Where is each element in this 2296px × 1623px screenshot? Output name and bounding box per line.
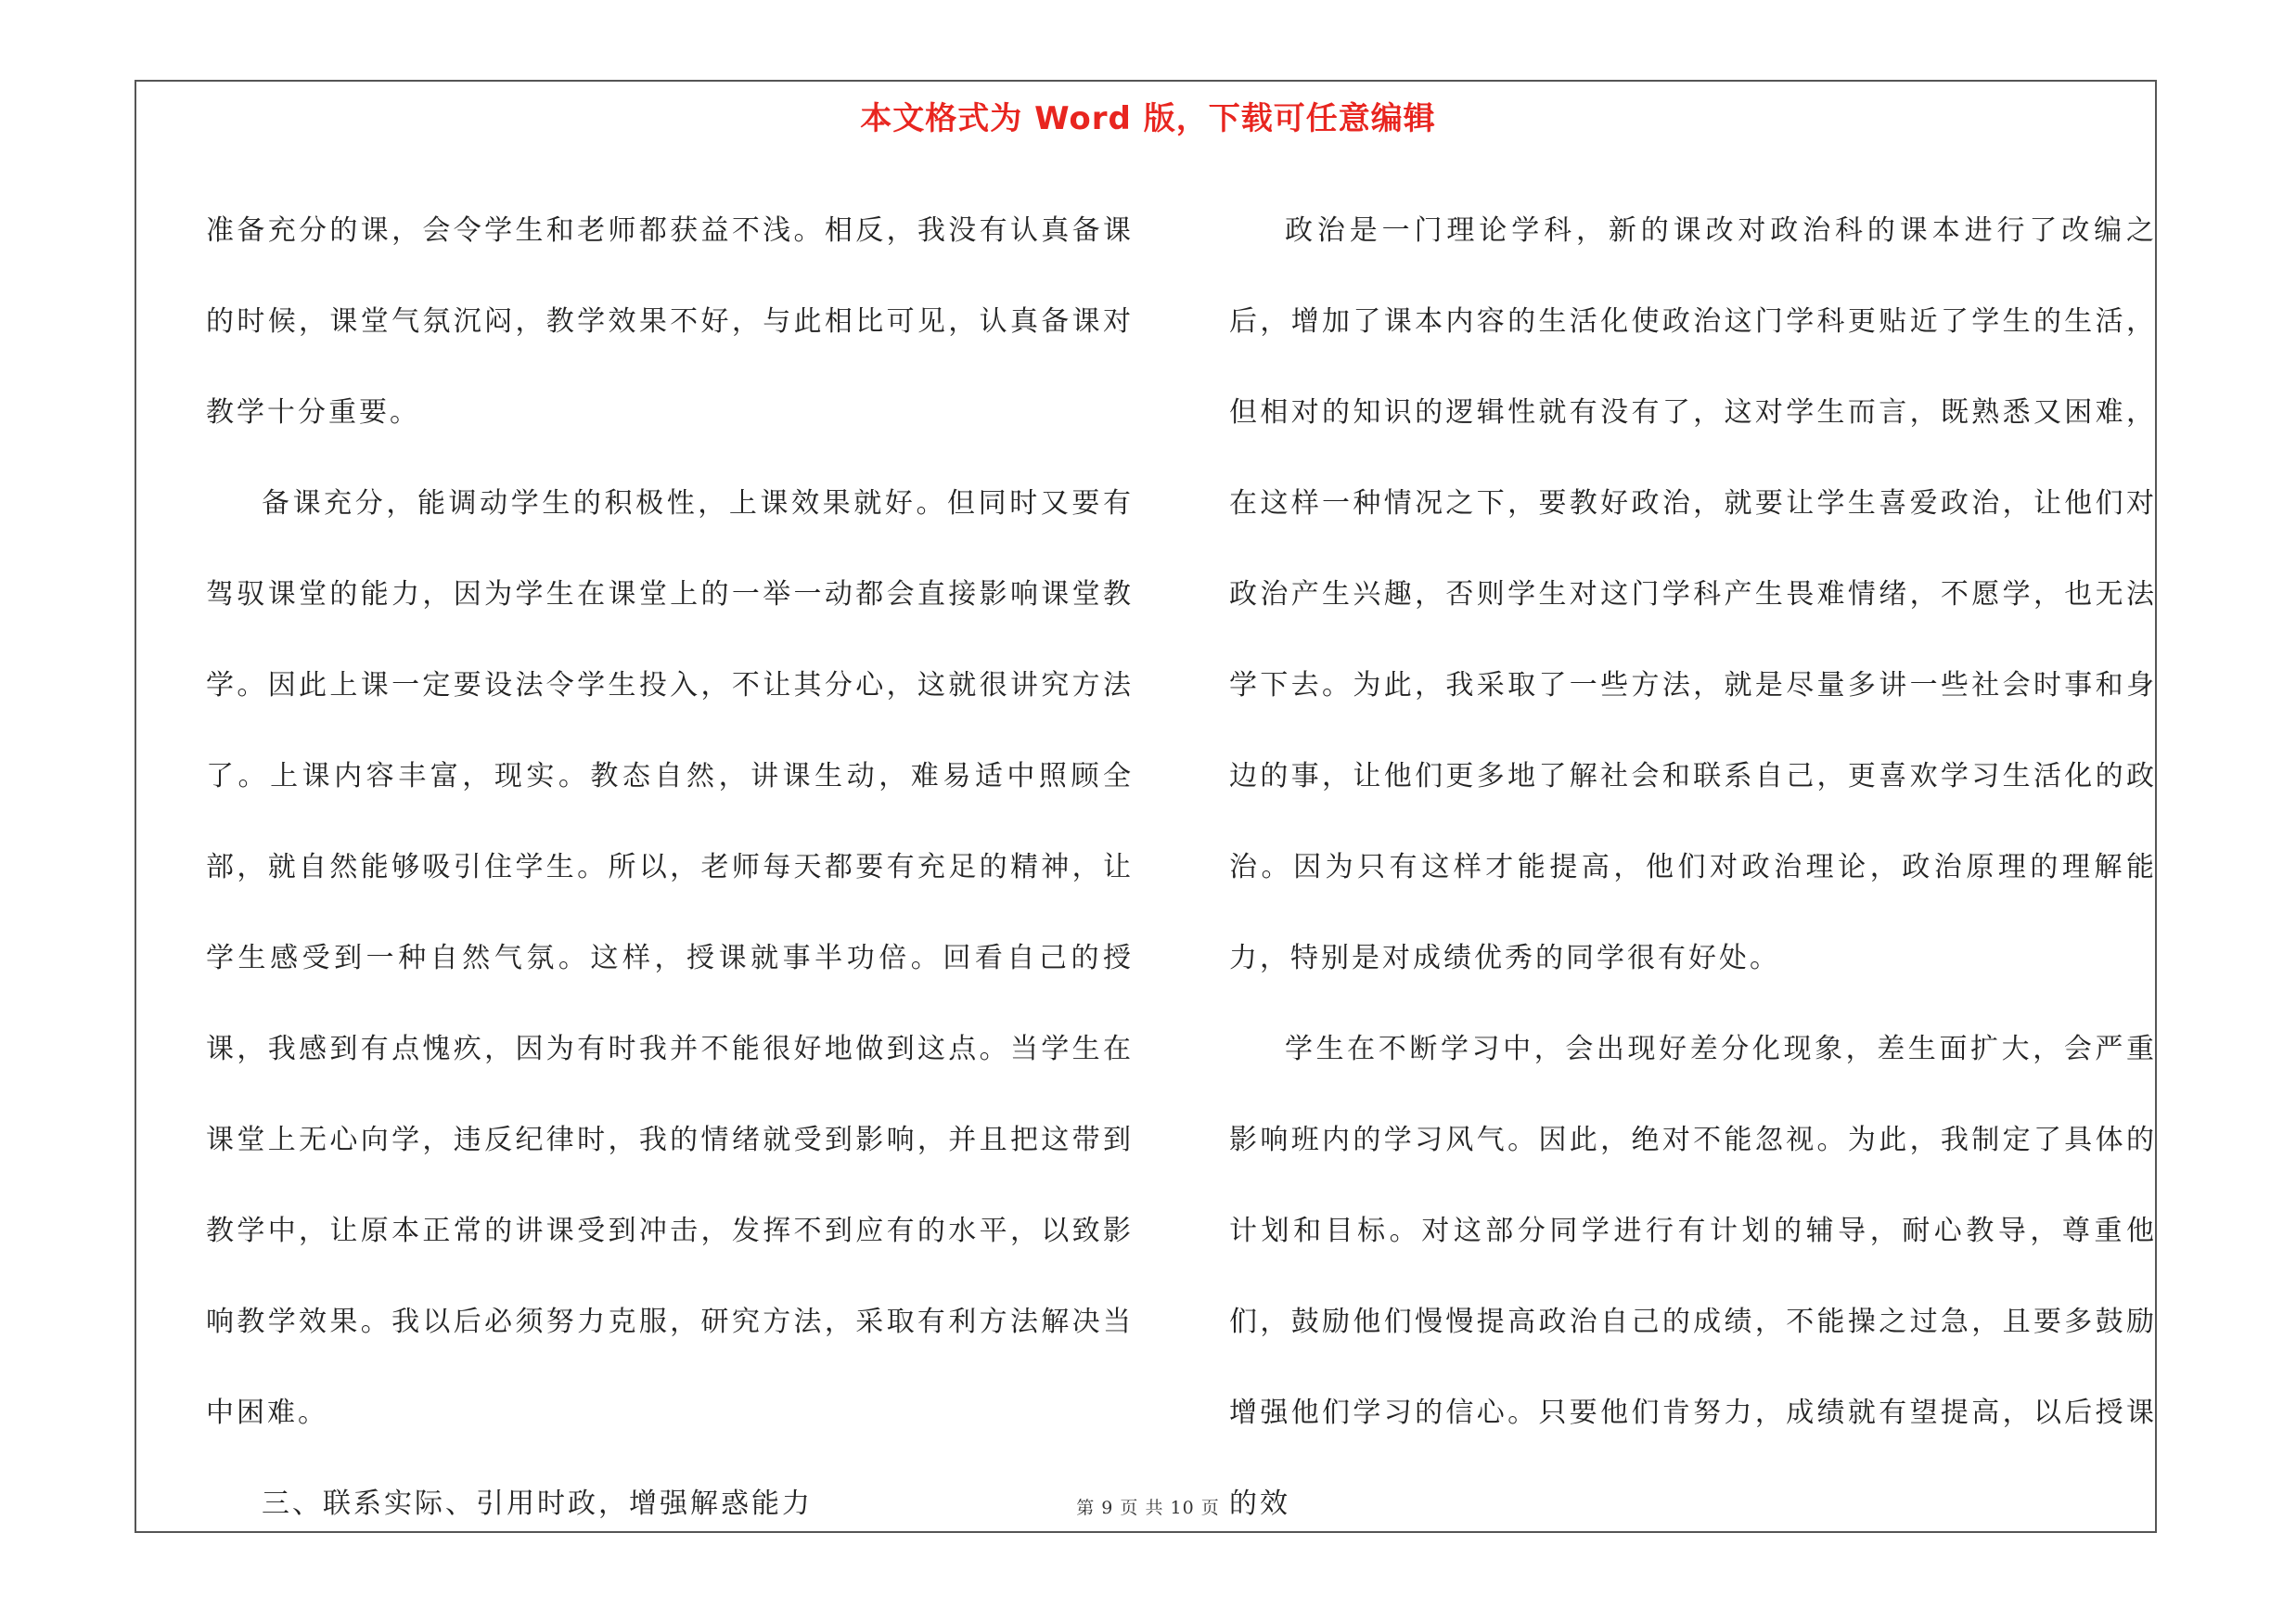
format-banner: 本文格式为 Word 版，下载可任意编辑 [860, 100, 1436, 137]
right-column [1229, 186, 2157, 1550]
page-number: 第 9 页 共 10 页 [1076, 1498, 1220, 1518]
paragraph: 准备充分的课，会令学生和老师都获益不浅。相反，我没有认真备课的时候，课堂气氛沉闷，教学效果不好，与此相比可见，认真备课对教学十分重要。 [206, 214, 1134, 429]
section-heading: 三、联系实际、引用时政，增强解惑能力 [262, 1488, 813, 1520]
left-column [206, 186, 1134, 1550]
paragraph: 政治是一门理论学科，新的课改对政治科的课本进行了改编之后，增加了课本内容的生活化使政治这门学科更贴近了学生的生活，但相对的知识的逻辑性就有没有了，这对学生而言，既熟悉又困难，在这样一种情况之下，要教好政治，就要让学生喜爱政治，让他们对政治产生兴趣，否则学生对这门学科产生畏难情绪，不愿学，也无法学下去。为此，我采取了一些方法，就是尽量多讲一些社会时事和身边的事，让他们更多地了解社会和联系自己，更喜欢学习生活化的政治。因为只有这样才能提高，他们对政治理论，政治原理的理解能力，特别是对成绩优秀的同学很有好处。 [1229, 214, 2157, 974]
paragraph: 备课充分，能调动学生的积极性，上课效果就好。但同时又要有驾驭课堂的能力，因为学生在课堂上的一举一动都会直接影响课堂教学。因此上课一定要设法令学生投入，不让其分心，这就很讲究方法了。上课内容丰富，现实。教态自然，讲课生动，难易适中照顾全部，就自然能够吸引住学生。所以，老师每天都要有充足的精神，让学生感受到一种自然气氛。这样，授课就事半功倍。回看自己的授课，我感到有点愧疚，因为有时我并不能很好地做到这点。当学生在课堂上无心向学，违反纪律时，我的情绪就受到影响，并且把这带到教学中，让原本正常的讲课受到冲击，发挥不到应有的水平，以致影响教学效果。我以后必须努力克服，研究方法，采取有利方法解决当中困难。 [206, 487, 1134, 1429]
paragraph: 学生在不断学习中，会出现好差分化现象，差生面扩大，会严重影响班内的学习风气。因此，绝对不能忽视。为此，我制定了具体的计划和目标。对这部分同学进行有计划的辅导，耐心教导，尊重他们，鼓励他们慢慢提高政治自己的成绩，不能操之过急，且要多鼓励增强他们学习的信心。只要他们肯努力，成绩就有望提高，以后授课的效 [1229, 1033, 2157, 1520]
